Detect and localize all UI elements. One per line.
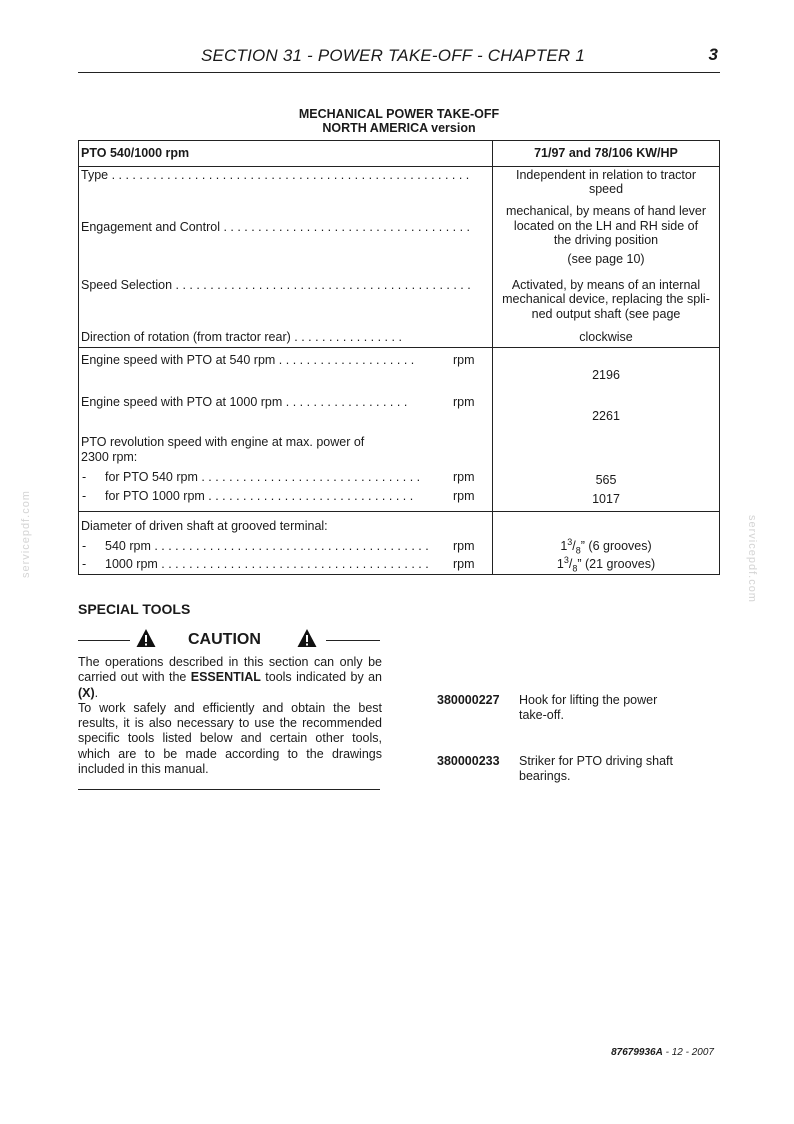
pto-1000-value: 1017 [592,492,620,506]
row-divider [79,347,719,348]
pto-540-label: for PTO 540 rpm . . . . . . . . . . . . . . . . . . . . . . . . . . . . . . . . [105,470,421,484]
document-date: - 12 - 2007 [662,1047,714,1058]
page-number: 3 [708,45,718,64]
speed-selection-value-3: ned output shaft (see page [531,307,681,321]
col1-header: PTO 540/1000 rpm [81,146,190,160]
diameter-540-label: 540 rpm . . . . . . . . . . . . . . . . . . . . . . . . . . . . . . . . . . . . . . . . [105,539,429,553]
pto-revolution-label-2: 2300 rpm: [81,450,138,464]
section-title: SECTION 31 - POWER TAKE-OFF - CHAPTER 1 [200,46,585,65]
direction-label: Direction of rotation (from tractor rear) . . . . . . . . . . . . . . . . [81,330,402,344]
table-title-line2: NORTH AMERICA version [322,121,476,135]
engine-540-value: 2196 [592,368,620,382]
col2-header: 71/97 and 78/106 KW/HP [534,146,678,160]
engagement-value-4: (see page 10) [567,252,645,266]
watermark-left: servicepdf.com [20,490,32,578]
diameter-label: Diameter of driven shaft at grooved terminal: [81,519,328,533]
diameter-1000-unit: rpm [453,557,475,571]
spec-table [78,140,720,575]
caution-rule-right [326,640,380,641]
caution-word: CAUTION [188,631,261,648]
engagement-value-2: located on the LH and RH side of [513,219,699,233]
tool-description: Hook for lifting the power take-off. [519,693,658,722]
engine-540-unit: rpm [453,353,475,367]
diameter-540-unit: rpm [453,539,475,553]
warning-triangle-icon [136,628,156,648]
type-label: Type . . . . . . . . . . . . . . . . . . . . . . . . . . . . . . . . . . . . . . . . . . . . . . . . . . . . [81,168,470,182]
page-footer [611,1047,714,1058]
column-divider [492,141,493,574]
engine-1000-unit: rpm [453,395,475,409]
table-title-line1: MECHANICAL POWER TAKE-OFF [298,107,500,121]
engagement-value-1: mechanical, by means of hand lever [505,204,707,218]
type-value-1: Independent in relation to tractor [516,168,696,182]
engagement-value-3: the driving position [553,233,659,247]
list-dash: - [82,557,87,571]
caution-bottom-rule [78,789,380,790]
direction-value: clockwise [579,330,633,344]
type-value-2: speed [588,182,624,196]
caution-banner [78,628,380,654]
tool-code: 380000227 [437,693,500,707]
speed-selection-value-2: mechanical device, replacing the spli- [502,292,710,306]
engagement-label: Engagement and Control . . . . . . . . . . . . . . . . . . . . . . . . . . . . . . . . . . . . [81,220,471,234]
caution-text [78,655,382,777]
watermark-right: servicepdf.com [746,515,758,603]
caution-paragraph-1: The operations described in this section can only be carried out with the ESSENTIAL tools indicated by an (X). [78,655,382,700]
speed-selection-label: Speed Selection . . . . . . . . . . . . . . . . . . . . . . . . . . . . . . . . . . . . . . . . . . . [81,278,471,292]
diameter-1000-value: $1^3/_8$” (21 grooves) [556,554,656,574]
list-dash: - [82,489,87,503]
special-tools-heading: SPECIAL TOOLS [78,601,191,617]
pto-540-unit: rpm [453,470,475,484]
pto-540-value: 565 [595,473,617,487]
list-dash: - [82,470,87,484]
row-divider [79,511,719,512]
engine-540-label: Engine speed with PTO at 540 rpm . . . . . . . . . . . . . . . . . . . . [81,353,415,367]
diameter-540-value: $1^3/_8$” (6 grooves) [560,536,652,556]
document-code: 87679936A [611,1047,663,1058]
engine-1000-label: Engine speed with PTO at 1000 rpm . . . . . . . . . . . . . . . . . . [81,395,408,409]
pto-1000-unit: rpm [453,489,475,503]
engine-1000-value: 2261 [592,409,620,423]
pto-revolution-label-1: PTO revolution speed with engine at max. power of [81,435,365,449]
table-title [78,107,720,135]
caution-paragraph-2: To work safely and efficiently and obtain the best results, it is also necessary to use the recommended specific tools listed below and certain other tools, which are to be made according to the drawings included in this manual. [78,700,382,777]
tool-description: Striker for PTO driving shaft bearings. [519,754,673,783]
tool-code: 380000233 [437,754,500,768]
pto-1000-label: for PTO 1000 rpm . . . . . . . . . . . . . . . . . . . . . . . . . . . . . . [105,489,414,503]
page-header [78,42,720,73]
caution-rule-left [78,640,130,641]
row-divider [79,166,719,167]
list-dash: - [82,539,87,553]
speed-selection-value-1: Activated, by means of an internal [511,278,701,292]
warning-triangle-icon [297,628,317,648]
diameter-1000-label: 1000 rpm . . . . . . . . . . . . . . . . . . . . . . . . . . . . . . . . . . . . . . . [105,557,429,571]
